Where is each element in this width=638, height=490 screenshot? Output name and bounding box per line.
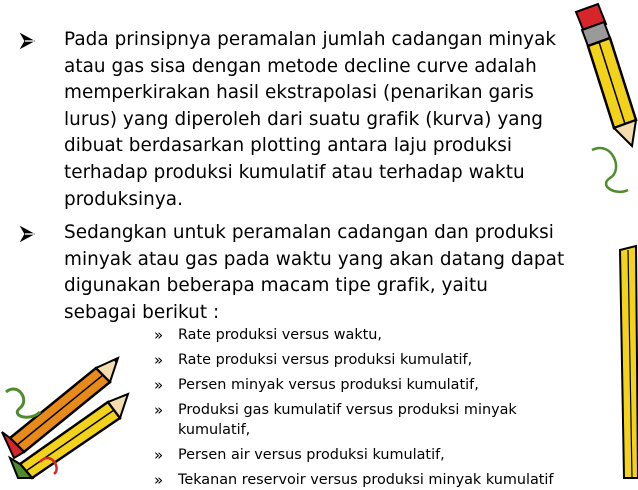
raquo-marker: »: [154, 351, 164, 369]
paragraph-line: lurus) yang diperoleh dari suatu grafik (kurva) yang: [64, 108, 544, 130]
raquo-marker: »: [154, 446, 164, 464]
list-item-text: Rate produksi versus produksi kumulatif,: [178, 352, 473, 368]
arrowhead-bullet-icon: [20, 226, 35, 242]
paragraph-line: dibuat berdasarkan plotting antara laju produksi: [64, 135, 513, 157]
paragraph-line: memperkirakan hasil ekstrapolasi (penarikan garis: [64, 82, 534, 104]
paragraph-2: [64, 220, 564, 326]
paragraph-line: sebagai berikut :: [64, 301, 220, 323]
list-item-text: Rate produksi versus waktu,: [178, 327, 383, 343]
raquo-marker: »: [154, 376, 164, 394]
paragraph-line: atau gas sisa dengan metode decline curve adalah: [64, 55, 537, 77]
raquo-marker: »: [154, 401, 164, 419]
list-item-text: Produksi gas kumulatif versus produksi minyak: [178, 402, 517, 418]
list-item-text: kumulatif,: [178, 422, 251, 438]
paragraph-line: Pada prinsipnya peramalan jumlah cadangan minyak: [64, 29, 557, 50]
paragraph-line: produksinya.: [64, 188, 184, 210]
list-item-text: Persen air versus produksi kumulatif,: [178, 447, 445, 463]
raquo-marker: »: [154, 326, 164, 344]
pencils-clipart-icon: [0, 352, 130, 478]
paragraph-line: digunakan beberapa macam tipe grafik, yaitu: [64, 275, 488, 297]
raquo-marker: »: [154, 471, 164, 489]
list-item-text: Tekanan reservoir versus produksi minyak kumulatif: [178, 472, 554, 488]
paragraph-line: terhadap produksi kumulatif atau terhadap waktu: [64, 161, 525, 183]
arrowhead-bullet-icon: [20, 33, 35, 49]
list-item-text: Persen minyak versus produksi kumulatif,: [178, 377, 479, 393]
paragraph-line: Sedangkan untuk peramalan cadangan dan produksi: [64, 222, 554, 243]
pencil-icon: [532, 0, 638, 478]
paragraph-1: [64, 27, 556, 213]
paragraph-line: minyak atau gas pada waktu yang akan datang dapat: [64, 248, 565, 270]
